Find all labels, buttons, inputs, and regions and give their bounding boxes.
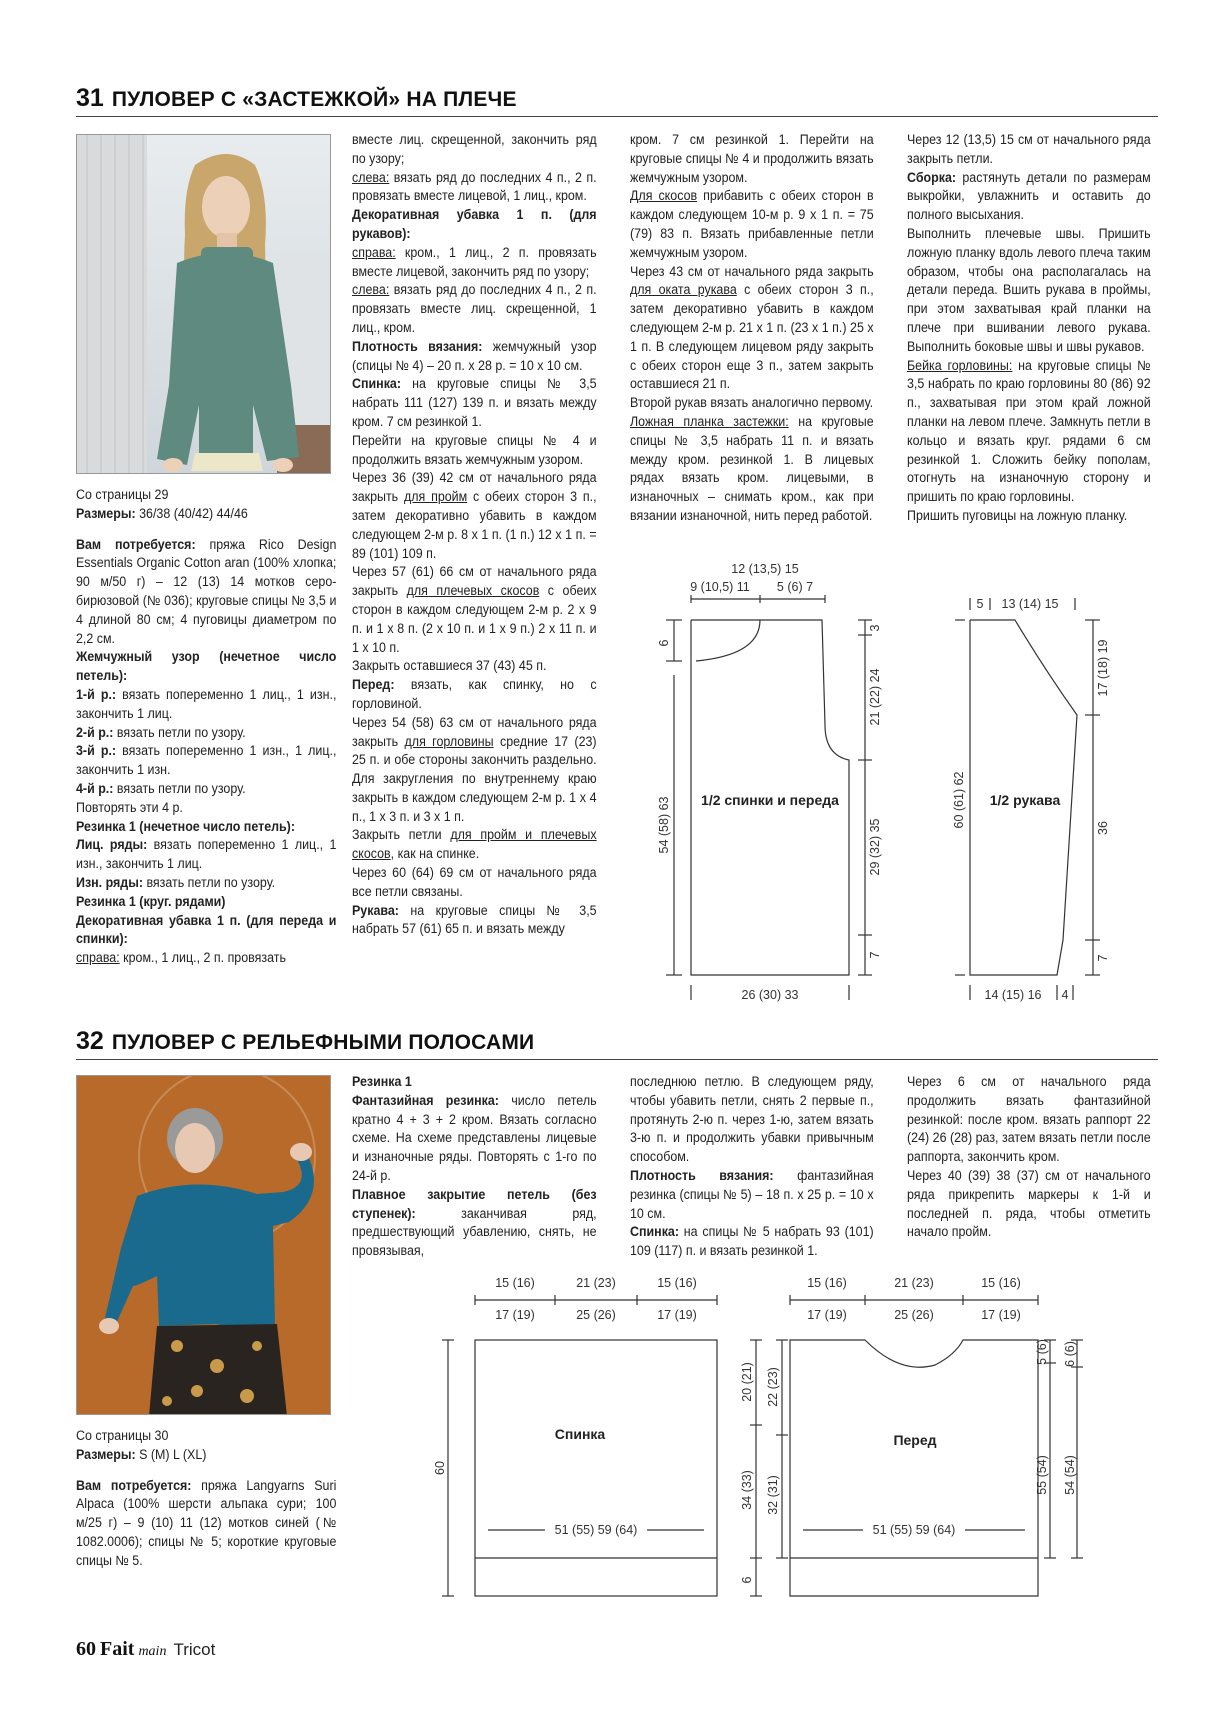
text-line: Через 60 (64) 69 см от начального ряда все петли связаны. — [352, 865, 597, 899]
magazine-name-part1: Fait — [100, 1638, 135, 1660]
text-line: 1-й р.: вязать попеременно 1 лиц., 1 изн., закончить 1 лиц. — [76, 686, 337, 721]
page-number: 60 — [76, 1638, 96, 1660]
dim-front-top1-c: 15 (16) — [981, 1276, 1021, 1290]
section-32-title — [76, 1027, 1158, 1060]
model-photo-32 — [77, 1076, 331, 1415]
section-number: 31 — [76, 84, 104, 112]
text-line: Резинка 1 (нечетное число петель): — [76, 818, 295, 834]
dim-front-top1-a: 15 (16) — [807, 1276, 847, 1290]
dim-sleeve-bottom-a: 14 (15) 16 — [984, 988, 1042, 1002]
dim-back-top1-c: 15 (16) — [657, 1276, 697, 1290]
section-number: 32 — [76, 1027, 104, 1055]
text-line: Со страницы 29 — [76, 487, 169, 502]
text-line: Спинка: на круговые спицы № 3,5 набрать 111 (127) 139 п. и вязать между кром. 7 см резинкой 1. — [352, 376, 597, 429]
text-line: справа: кром., 1 лиц., 2 п. провязать вместе лицевой, закончить ряд по узору; — [352, 244, 597, 279]
text-line: Размеры: 36/38 (40/42) 44/46 — [76, 505, 248, 521]
text-line: Размеры: S (M) L (XL) — [76, 1446, 207, 1462]
text-line: Резинка 1 (круг. рядами) — [76, 893, 226, 909]
dim-back-right-a: 20 (21) — [740, 1362, 754, 1402]
s32-column-2 — [352, 1073, 597, 1261]
dim-front-right-c: 55 (54) — [1035, 1455, 1049, 1495]
text-line: 2-й р.: вязать петли по узору. — [76, 724, 246, 740]
s32-column-3 — [630, 1073, 874, 1261]
text-line: Закрыть петли для пройм и плечевых скосов, как на спинке. — [352, 827, 597, 862]
text-line: Лиц. ряды: вязать попеременно 1 лиц., 1 изн., закончить 1 лиц. — [76, 837, 337, 872]
text-line: Декоративная убавка 1 п. (для рукавов): — [352, 207, 597, 241]
text-line: Плотность вязания: фантазийная резинка (спицы № 5) – 18 п. х 25 р. = 10 х 10 см. — [630, 1167, 874, 1221]
dim-front-right-d: 54 (54) — [1063, 1455, 1077, 1495]
pattern-diagram-front — [785, 1275, 1105, 1630]
dim-front-width: 51 (55) 59 (64) — [872, 1523, 956, 1537]
text-line: Плавное закрытие петель (без ступенек): заканчивая ряд, предшествующий убавлению, снять, не провязывая, — [352, 1186, 597, 1259]
s31-column-4 — [907, 131, 1151, 526]
magazine-name-part3: Tricot — [173, 1640, 216, 1659]
text-line: Пришить пуговицы на ложную планку. — [907, 507, 1128, 523]
pattern-diagram-back — [430, 1275, 740, 1630]
text-line: последнюю петлю. В следующем ряду, чтобы убавить петли, снять 2 первые п., протянуть 2-ю п. через 1-ю, затем вязать 3-ю п. и продолжить убавки привычным способом. — [630, 1074, 874, 1165]
photo-pullover-32 — [76, 1075, 331, 1415]
dim-sleeve-right-c: 7 — [1096, 954, 1110, 962]
text-line: слева: вязать ряд до последних 4 п., 2 п. провязать вместе лицевой, 1 лиц., кром. — [352, 169, 597, 204]
dim-sleeve-right-a: 17 (18) 19 — [1096, 639, 1110, 697]
text-line: Второй рукав вязать аналогично первому. — [630, 395, 874, 411]
dim-front-top2-c: 17 (19) — [981, 1308, 1021, 1322]
text-line: Со страницы 30 — [76, 1428, 169, 1443]
dim-right-a: 3 — [868, 624, 882, 632]
dim-front-top1-b: 21 (23) — [894, 1276, 934, 1290]
text-line: справа: кром., 1 лиц., 2 п. провязать — [76, 950, 286, 966]
dim-front-top2-b: 25 (26) — [894, 1308, 934, 1322]
dim-sleeve-bottom-b: 4 — [1061, 988, 1069, 1002]
dim-top-right: 5 (6) 7 — [776, 580, 814, 594]
text-line: Рукава: на круговые спицы № 3,5 набрать 57 (61) 65 п. и вязать между — [352, 902, 597, 937]
text-line: Резинка 1 — [352, 1074, 412, 1089]
section-heading: ПУЛОВЕР С РЕЛЬЕФНЫМИ ПОЛОСАМИ — [111, 1031, 535, 1054]
model-photo-31 — [77, 135, 331, 474]
text-line: Перед: вязать, как спинку, но с горловиной. — [352, 677, 597, 711]
text-line: Вам потребуется: пряжа Langyarns Suri Alpaca (100% шерсти альпака сури; 100 м/25 г) – 9 (10) 11 (12) мотков синей (№ 1082.0006); спицы № 5; короткие круговые спицы № 5. — [76, 1477, 337, 1568]
dim-back-top2-c: 17 (19) — [657, 1308, 697, 1322]
text-line: Через 12 (13,5) 15 см от начального ряда закрыть петли. — [907, 132, 1151, 166]
dim-sleeve-right-b: 36 — [1096, 821, 1110, 835]
pattern-diagram-body — [620, 555, 880, 1010]
dim-right-d: 7 — [868, 951, 882, 959]
text-line: Сборка: растянуть детали по размерам выкройки, увлажнить и оставить до полного высыхания. — [907, 169, 1151, 223]
text-line: Ложная планка застежки: на круговые спицы № 3,5 набрать 11 п. и вязать между кром. резинкой 1. В лицевых рядах вязать кром. лицевыми, в изнаночных – снимать кром., как при вязании изнаночной, нить перед работой. — [630, 413, 874, 523]
diagram-label-sleeve: 1/2 рукава — [989, 792, 1061, 808]
text-line: слева: вязать ряд до последних 4 п., 2 п. провязать вместе лиц. скрещенной, 1 лиц., кром. — [352, 282, 597, 335]
dim-top-total: 12 (13,5) 15 — [731, 562, 799, 576]
s32-column-1 — [76, 1427, 336, 1571]
dim-back-top1-b: 21 (23) — [576, 1276, 616, 1290]
dim-top-left: 9 (10,5) 11 — [690, 580, 750, 594]
dim-back-right-d: 32 (31) — [766, 1475, 780, 1515]
dim-back-left: 60 — [433, 1461, 447, 1475]
dim-back-top2-b: 25 (26) — [576, 1308, 616, 1322]
text-line: кром. 7 см резинкой 1. Перейти на круговые спицы № 4 и продолжить вязать жемчужным узором. — [630, 132, 874, 185]
text-line: Вам потребуется: пряжа Rico Design Essentials Organic Cotton aran (100% хлопка; 90 м/50 г) – 12 (13) 14 мотков серо-бирюзовой (№ 036); круговые спицы № 3,5 и 4 длиной 80 см; 4 пуговицы диаметром по 2,2 см. — [76, 536, 337, 646]
dim-back-top2-a: 17 (19) — [495, 1308, 535, 1322]
magazine-name-part2: main — [138, 1644, 167, 1659]
section-heading: ПУЛОВЕР С «ЗАСТЕЖКОЙ» НА ПЛЕЧЕ — [111, 88, 517, 111]
text-line: Повторять эти 4 р. — [76, 799, 183, 815]
s31-column-3 — [630, 131, 874, 526]
dim-front-top2-a: 17 (19) — [807, 1308, 847, 1322]
text-line: 3-й р.: вязать попеременно 1 изн., 1 лиц., закончить 1 изн. — [76, 743, 337, 778]
text-line: Через 43 см от начального ряда закрыть для оката рукава с обеих сторон 3 п., затем декоративно убавить в каждом следующем 2-м р. 21 х 1 п. (23 х 1 п.) 25 х 1 п. В следующем лицевом ряду закрыть с обеих сторон еще 3 п., затем закрыть оставшиеся 21 п. — [630, 263, 874, 392]
photo-pullover-31 — [76, 134, 331, 474]
dim-sleeve-left: 60 (61) 62 — [952, 771, 966, 829]
dim-sleeve-top-b: 13 (14) 15 — [1001, 597, 1059, 611]
text-line: вместе лиц. скрещенной, закончить ряд по узору; — [352, 132, 597, 166]
text-line: Декоративная убавка 1 п. (для переда и спинки): — [76, 912, 337, 947]
text-line: Перейти на круговые спицы № 4 и продолжить вязать жемчужным узором. — [352, 432, 597, 467]
dim-back-top1-a: 15 (16) — [495, 1276, 535, 1290]
text-line: Бейка горловины: на круговые спицы № 3,5 набрать по краю горловины 80 (86) 92 п., захватывая при этом край ложной планки на левом плече. Замкнуть петли в кольцо и вязать круг. рядами 6 см резинкой 1. Сложить бейку пополам, отогнуть на изнаночную сторону и пришить по краю горловины. — [907, 357, 1151, 505]
dim-back-width: 51 (55) 59 (64) — [554, 1523, 638, 1537]
dim-right-b: 21 (22) 24 — [868, 668, 882, 726]
text-line: Через 57 (61) 66 см от начального ряда закрыть для плечевых скосов с обеих сторон в каждом следующем 2-м р. 2 х 9 п. и 1 х 8 п. (2 х 10 п. и 1 х 9 п.) 2 х 11 п. и 1 х 10 п. — [352, 564, 597, 655]
text-line: Для скосов прибавить с обеих сторон в каждом следующем 10-м р. 9 х 1 п. = 75 (79) 83 п. Вязать прибавленные петли жемчужным узором. — [630, 188, 874, 260]
section-31-title — [76, 84, 1158, 117]
dim-right-c: 29 (32) 35 — [868, 818, 882, 876]
text-line: Спинка: на спицы № 5 набрать 93 (101) 109 (117) п. и вязать резинкой 1. — [630, 1224, 874, 1259]
dim-left-top: 6 — [657, 639, 671, 647]
diagram-label-front: Перед — [893, 1432, 937, 1448]
text-line: Плотность вязания: жемчужный узор (спицы № 4) – 20 п. х 28 р. = 10 х 10 см. — [352, 338, 597, 373]
diagram-label-body: 1/2 спинки и переда — [701, 792, 839, 808]
diagram-label-back: Спинка — [554, 1426, 606, 1442]
text-line: Через 40 (39) 38 (37) см от начального ряда прикрепить маркеры к 1-й и последней п. ряда, чтобы отметить начало пройм. — [907, 1167, 1151, 1240]
dim-back-right-e: 6 — [740, 1576, 754, 1584]
pattern-diagram-sleeve — [945, 590, 1125, 1010]
dim-front-right-b: 6 (6) — [1063, 1341, 1077, 1367]
text-line: Изн. ряды: вязать петли по узору. — [76, 874, 276, 890]
s31-column-1 — [76, 486, 336, 968]
text-line: Жемчужный узор (нечетное число петель): — [76, 649, 337, 684]
text-line: Через 6 см от начального ряда продолжить вязать фантазийной резинкой: после кром. вязать раппорт 22 (24) 26 (28) раз, затем вязать петли после раппорта, закончить кром. — [907, 1074, 1151, 1165]
dim-bottom: 26 (30) 33 — [741, 988, 799, 1002]
s31-column-2 — [352, 131, 597, 939]
text-line: Фантазийная резинка: число петель кратно 4 + 3 + 2 кром. Вязать согласно схеме. На схеме представлены лицевые и изнаночные ряды. Повторять с 1-го по 24-й р. — [352, 1092, 597, 1183]
text-line: 4-й р.: вязать петли по узору. — [76, 780, 246, 796]
dim-back-right-c: 34 (33) — [740, 1470, 754, 1510]
text-line: Через 36 (39) 42 см от начального ряда закрыть для пройм с обеих сторон 3 п., затем декоративно убавить в каждом следующем 2-м р. 8 х 1 п. (1 п.) 12 х 1 п. = 89 (101) 109 п. — [352, 470, 597, 561]
text-line: Закрыть оставшиеся 37 (43) 45 п. — [352, 658, 547, 674]
dim-back-right-b: 22 (23) — [766, 1367, 780, 1407]
s32-column-4 — [907, 1073, 1151, 1242]
text-line: Выполнить плечевые швы. Пришить ложную планку вдоль левого плеча таким образом, чтобы она располагалась на детали переда. Вшить рукава в проймы, при этом захватывая край планки на плече при вшивании левого рукава. Выполнить боковые швы и швы рукавов. — [907, 225, 1151, 354]
page-footer — [76, 1638, 215, 1661]
dim-front-right-a: 5 (6) — [1035, 1339, 1049, 1365]
text-line: Через 54 (58) 63 см от начального ряда закрыть для горловины средние 17 (23) 25 п. и обе стороны закончить раздельно. Для закругления по внутреннему краю закрыть в каждом следующем 2-м р. 1 х 4 п., 1 х 3 п. и 3 х 1 п. — [352, 714, 597, 824]
dim-sleeve-top-a: 5 — [976, 597, 984, 611]
dim-left-main: 54 (58) 63 — [657, 796, 671, 854]
